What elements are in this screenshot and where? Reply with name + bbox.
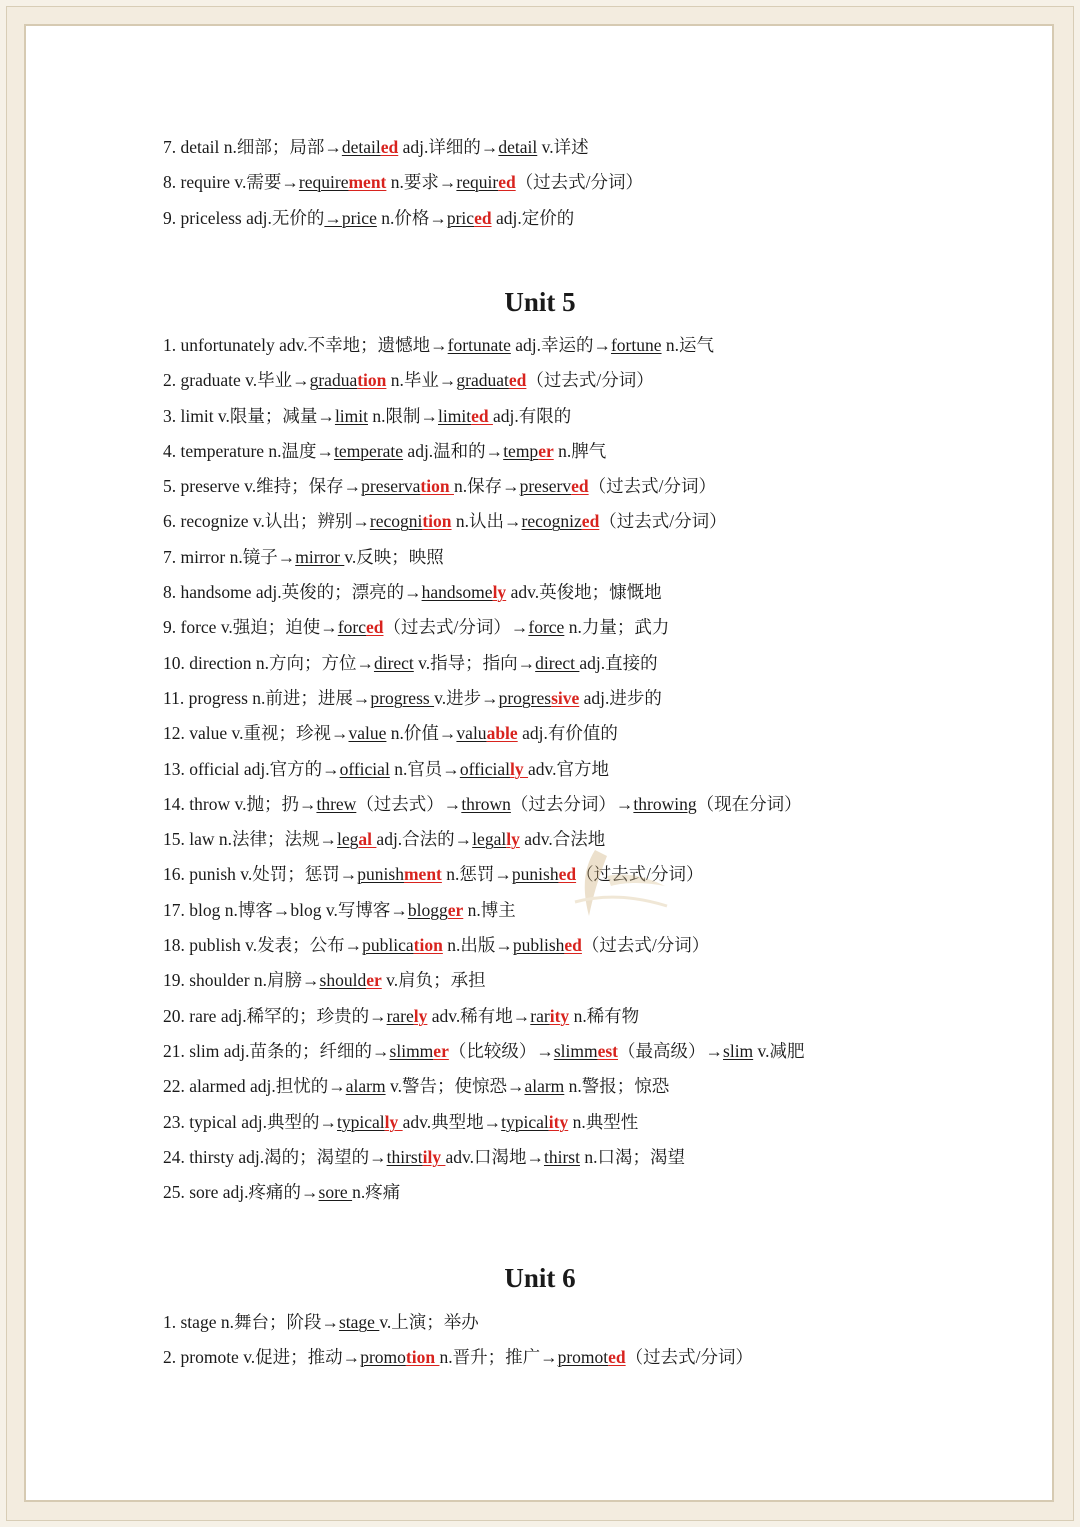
- entry-text: （现在分词）: [696, 793, 802, 814]
- derived-word: thirst: [386, 1146, 423, 1167]
- derived-word: alarm: [524, 1076, 565, 1097]
- entry-text: 25. sore adj.疼痛的→: [163, 1182, 319, 1203]
- entry-text: 14. throw v.抛；扔→: [163, 793, 317, 814]
- vocab-entry: [163, 1340, 1043, 1375]
- entry-text: 13. official adj.官方的→: [163, 758, 340, 779]
- derived-word: force: [528, 617, 565, 638]
- entry-text: 5. preserve v.维持；保存→: [163, 476, 362, 497]
- derived-word: mirror: [295, 546, 345, 567]
- entry-text: 2. graduate v.毕业→: [163, 370, 310, 391]
- entry-text: adv.合法地: [519, 829, 606, 850]
- entry-list-unit-5: [163, 328, 1043, 1210]
- entry-text: n.认出→: [451, 511, 522, 532]
- derived-word: preserv: [519, 476, 572, 497]
- vocab-entry: [163, 999, 1043, 1034]
- derived-word: should: [319, 970, 367, 991]
- derived-word: publish: [512, 935, 565, 956]
- entry-text: 1. stage n.舞台；阶段→: [163, 1312, 339, 1332]
- vocab-entry: [163, 610, 1043, 645]
- entry-text: （比较级）→: [448, 1040, 554, 1061]
- entry-text: 15. law n.法律；法规→: [163, 829, 338, 850]
- entry-text: n.稀有物: [569, 1005, 640, 1026]
- entry-text: adj.温和的→: [403, 440, 504, 461]
- vocab-entry: [163, 1105, 1043, 1140]
- derived-word: progress: [370, 687, 435, 708]
- vocab-entry: [163, 1140, 1043, 1175]
- suffix-highlight: ly: [413, 1005, 428, 1026]
- entry-text: （过去式/分词）: [515, 172, 644, 193]
- derived-word: official: [459, 758, 511, 779]
- vocab-entry: [163, 752, 1043, 787]
- derived-word: slimm: [553, 1040, 598, 1061]
- vocab-entry: [163, 575, 1043, 610]
- suffix-highlight: ed: [558, 864, 577, 885]
- derived-word: promot: [557, 1347, 609, 1368]
- suffix-highlight: er: [366, 970, 382, 991]
- entry-text: （过去式/分词）: [581, 935, 710, 956]
- entry-text: （过去式/分词）: [599, 511, 727, 532]
- derived-word: fortunate: [447, 335, 511, 355]
- suffix-highlight: tion: [422, 511, 452, 532]
- derived-word: handsome: [421, 582, 493, 603]
- entry-text: （过去式/分词）→: [383, 617, 529, 638]
- vocab-entry: [163, 504, 1043, 539]
- entry-text: n.出版→: [442, 935, 513, 956]
- vocab-entry: [163, 963, 1043, 998]
- entry-text: 7. detail n.细部；局部→: [163, 137, 342, 157]
- suffix-highlight: ity: [548, 1111, 569, 1132]
- derived-word: require: [298, 172, 349, 193]
- derived-word: leg: [337, 829, 359, 850]
- suffix-highlight: ed: [380, 137, 399, 157]
- derived-word: thirst: [543, 1146, 580, 1167]
- entry-text: 3. limit v.限量；减量→: [163, 405, 335, 426]
- entry-text: n.典型性: [568, 1111, 639, 1132]
- entry-text: n.价值→: [386, 723, 457, 744]
- entry-text: adv.典型地→: [402, 1111, 502, 1132]
- vocab-entry: [163, 928, 1043, 963]
- entry-text: v.反映；映照: [344, 546, 444, 567]
- entry-text: 6. recognize v.认出；辨别→: [163, 511, 370, 532]
- entry-text: n.力量；武力: [564, 617, 670, 638]
- derived-word: fortune: [610, 335, 662, 355]
- entry-text: adj.详细的→: [398, 137, 499, 157]
- suffix-highlight: ment: [403, 864, 442, 885]
- derived-word: pric: [446, 207, 475, 228]
- suffix-highlight: tion: [420, 476, 454, 497]
- vocab-entry: [163, 363, 1043, 398]
- entry-text: （过去分词）→: [510, 793, 634, 814]
- suffix-highlight: tion: [413, 935, 443, 956]
- entry-text: （过去式/分词）: [588, 476, 716, 497]
- entry-text: adj.合法的→: [376, 829, 473, 850]
- derived-word: slimm: [389, 1040, 434, 1061]
- suffix-highlight: ly: [492, 582, 507, 603]
- entry-text: n.毕业→: [386, 370, 457, 391]
- suffix-highlight: ed: [366, 617, 384, 638]
- entry-text: n.疼痛: [352, 1182, 401, 1203]
- entry-list-top: [163, 130, 1043, 236]
- derived-word: graduat: [456, 370, 509, 391]
- derived-word: promo: [360, 1347, 406, 1368]
- suffix-highlight: ly: [506, 829, 520, 850]
- derived-word: direct: [535, 652, 580, 673]
- derived-word: blogg: [407, 899, 448, 920]
- vocab-entry: [163, 165, 1043, 200]
- derived-word: slim: [723, 1040, 754, 1061]
- entry-text: 16. punish v.处罚；惩罚→: [163, 864, 358, 885]
- derived-word: throwing: [633, 793, 697, 814]
- entry-text: 21. slim adj.苗条的；纤细的→: [163, 1040, 390, 1061]
- vocab-entry: [163, 787, 1043, 822]
- entry-text: 1. unfortunately adv.不幸地；遗憾地→: [163, 335, 448, 355]
- derived-word: forc: [337, 617, 366, 638]
- vocab-entry: [163, 646, 1043, 681]
- entry-text: n.警报；惊恐: [564, 1076, 670, 1097]
- vocab-entry: [163, 469, 1043, 504]
- entry-text: （最高级）→: [618, 1040, 724, 1061]
- entry-text: 2. promote v.促进；推动→: [163, 1347, 361, 1368]
- entry-text: adv.英俊地；慷慨地: [506, 582, 662, 603]
- vocab-entry: [163, 540, 1043, 575]
- derived-word: recogni: [369, 511, 423, 532]
- entry-text: adj.幸运的→: [510, 335, 611, 355]
- entry-text: 9. force v.强迫；迫使→: [163, 617, 338, 638]
- suffix-highlight: ly: [510, 758, 529, 779]
- derived-word: direct: [373, 652, 414, 673]
- derived-word: legal: [472, 829, 507, 850]
- derived-word: limit: [334, 405, 368, 426]
- suffix-highlight: ed: [608, 1347, 626, 1368]
- entry-text: n.晋升；推广→: [439, 1347, 558, 1368]
- entry-text: adj.有价值的: [517, 723, 618, 744]
- brush-logo-watermark-icon: [555, 846, 675, 922]
- suffix-highlight: ment: [348, 172, 387, 193]
- entry-text: （过去式/分词）: [526, 370, 654, 391]
- entry-text: n.博主: [463, 899, 516, 920]
- vocab-entry: [163, 399, 1043, 434]
- suffix-highlight: est: [597, 1040, 619, 1061]
- derived-word: threw: [316, 793, 357, 814]
- entry-text: 24. thirsty adj.渴的；渴望的→: [163, 1146, 387, 1167]
- vocab-entry: [163, 328, 1043, 363]
- derived-word: punish: [357, 864, 404, 885]
- vocab-entry: [163, 681, 1043, 716]
- entry-text: 4. temperature n.温度→: [163, 440, 335, 461]
- derived-word: valu: [456, 723, 487, 744]
- entry-text: n.保存→: [453, 476, 520, 497]
- suffix-highlight: ed: [498, 172, 516, 193]
- entry-text: 10. direction n.方向；方位→: [163, 652, 374, 673]
- suffix-highlight: ed: [564, 935, 582, 956]
- vocab-entry: [163, 1034, 1043, 1069]
- entry-text: 23. typical adj.典型的→: [163, 1111, 338, 1132]
- derived-word: punish: [511, 864, 559, 885]
- derived-word: gradua: [309, 370, 358, 391]
- entry-text: v.详述: [537, 137, 589, 157]
- derived-word: typical: [337, 1111, 385, 1132]
- vocab-entry: [163, 130, 1043, 165]
- entry-text: 22. alarmed adj.担忧的→: [163, 1076, 346, 1097]
- derived-word: limit: [438, 405, 472, 426]
- derived-word: value: [348, 723, 387, 744]
- entry-text: v.指导；指向→: [413, 652, 536, 673]
- entry-text: 11. progress n.前进；进展→: [163, 687, 371, 708]
- entry-text: v.减肥: [753, 1040, 805, 1061]
- entry-text: n.限制→: [368, 405, 438, 426]
- entry-text: （过去式）→: [356, 793, 462, 814]
- derived-word: preserva: [361, 476, 421, 497]
- suffix-highlight: ily: [422, 1146, 446, 1167]
- entry-text: adv.官方地: [528, 758, 610, 779]
- entry-text: 19. shoulder n.肩膀→: [163, 970, 320, 991]
- suffix-highlight: ed: [474, 207, 492, 228]
- suffix-highlight: ed: [581, 511, 600, 532]
- entry-text: adj.直接的: [579, 652, 658, 673]
- entry-text: （过去式/分词）: [576, 864, 704, 885]
- entry-text: 20. rare adj.稀罕的；珍贵的→: [163, 1005, 387, 1026]
- entry-text: 7. mirror n.镜子→: [163, 546, 296, 567]
- derived-word: official: [339, 758, 390, 779]
- entry-text: （过去式/分词）: [625, 1347, 754, 1368]
- suffix-highlight: ed: [571, 476, 589, 497]
- entry-text: 12. value v.重视；珍视→: [163, 723, 349, 744]
- entry-text: 9. priceless adj.无价的: [163, 207, 325, 228]
- suffix-highlight: ity: [549, 1005, 570, 1026]
- entry-text: v.肩负；承担: [381, 970, 486, 991]
- entry-text: n.运气: [661, 335, 715, 355]
- entry-text: 17. blog n.博客→blog v.写博客→: [163, 899, 408, 920]
- suffix-highlight: er: [447, 899, 464, 920]
- vocab-entry: [163, 434, 1043, 469]
- suffix-highlight: able: [486, 723, 518, 744]
- entry-text: adj.有限的: [492, 405, 572, 426]
- entry-text: v.上演；举办: [379, 1312, 479, 1332]
- entry-text: n.口渴；渴望: [579, 1146, 685, 1167]
- entry-text: n.价格→: [376, 207, 447, 228]
- unit-6-title: Unit 6: [504, 1263, 576, 1293]
- derived-word: progres: [498, 687, 552, 708]
- suffix-highlight: tion: [357, 370, 387, 391]
- vocab-entry: [163, 1305, 1043, 1340]
- vocab-entry: [163, 1175, 1043, 1210]
- vocab-entry: [163, 201, 1043, 236]
- derived-word: rare: [386, 1005, 414, 1026]
- entry-text: adj.进步的: [579, 687, 662, 708]
- entry-text: adj.定价的: [491, 207, 575, 228]
- entry-text: adv.稀有地→: [427, 1005, 531, 1026]
- entry-text: n.脾气: [553, 440, 607, 461]
- derived-word: publica: [362, 935, 414, 956]
- entry-text: 8. require v.需要→: [163, 172, 299, 193]
- derived-word: rar: [530, 1005, 550, 1026]
- suffix-highlight: ly: [384, 1111, 403, 1132]
- unit-5-title: Unit 5: [504, 287, 576, 317]
- entry-text: adv.口渴地→: [445, 1146, 544, 1167]
- derived-word: stage: [338, 1312, 380, 1332]
- entry-text: 8. handsome adj.英俊的；漂亮的→: [163, 582, 422, 603]
- derived-word: requir: [456, 172, 499, 193]
- suffix-highlight: sive: [551, 687, 580, 708]
- derived-word: temperate: [334, 440, 404, 461]
- vocab-entry: [163, 1069, 1043, 1104]
- suffix-highlight: er: [433, 1040, 449, 1061]
- entry-text: 18. publish v.发表；公布→: [163, 935, 363, 956]
- suffix-highlight: tion: [405, 1347, 440, 1368]
- entry-list-unit-6: [163, 1305, 1043, 1376]
- derived-word: sore: [318, 1182, 353, 1203]
- derived-word: thrown: [461, 793, 511, 814]
- entry-text: n.要求→: [386, 172, 457, 193]
- derived-word: detail: [498, 137, 538, 157]
- derived-word: typical: [501, 1111, 549, 1132]
- entry-text: v.进步→: [434, 687, 499, 708]
- suffix-highlight: al: [358, 829, 377, 850]
- entry-text: n.惩罚→: [441, 864, 512, 885]
- suffix-highlight: ed: [508, 370, 527, 391]
- entry-text: v.警告；使惊恐→: [385, 1076, 525, 1097]
- suffix-highlight: er: [538, 440, 554, 461]
- vocab-entry: [163, 716, 1043, 751]
- derived-word: temp: [503, 440, 539, 461]
- derived-word: detail: [341, 137, 381, 157]
- entry-text: n.官员→: [389, 758, 460, 779]
- derived-word: →price: [324, 207, 377, 228]
- derived-word: recogniz: [521, 511, 582, 532]
- derived-word: alarm: [345, 1076, 386, 1097]
- suffix-highlight: ed: [471, 405, 493, 426]
